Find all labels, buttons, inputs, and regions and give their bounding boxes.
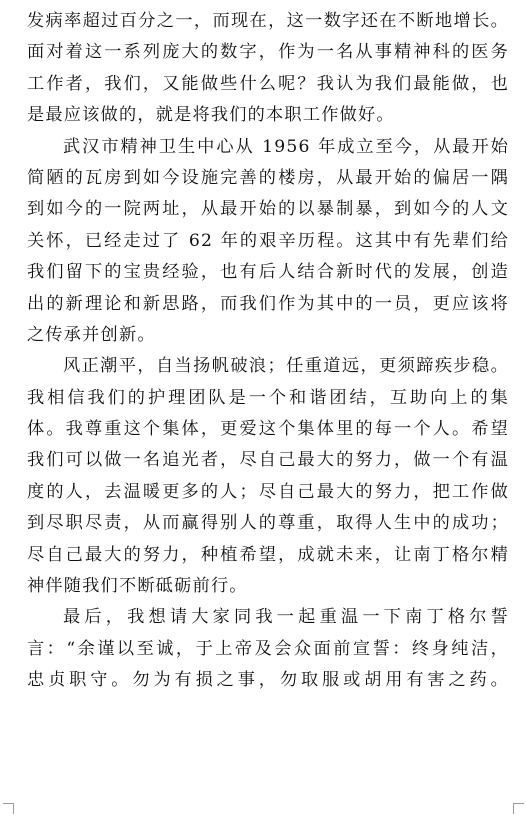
paragraph-2-line-2: 简陋的瓦房到如今设施完善的楼房，从最开始的偏居一隅 (27, 167, 509, 188)
paragraph-1-line-2: 面对着这一系列庞大的数字，作为一名从事精神科的医务 (27, 42, 509, 63)
paragraph-4-line-3: 忠贞职守。勿为有损之事，勿取服或胡用有害之药。 (27, 670, 509, 691)
paragraph-2-line-1: 武汉市精神卫生中心从 1956 年成立至今，从最开始 (63, 136, 509, 157)
paragraph-4-line-2: 言：“余谨以至诚，于上帝及会众面前宣誓：终身纯洁， (27, 638, 509, 659)
paragraph-3-line-5: 度的人，去温暖更多的人；尽自己最大的努力，把工作做 (27, 481, 509, 502)
paragraph-2-line-6: 出的新理论和新思路，而我们作为其中的一员，更应该将 (27, 293, 509, 314)
paragraph-3-line-2: 我相信我们的护理团队是一个和谐团结，互助向上的集 (27, 387, 509, 408)
paragraph-1-line-1: 发病率超过百分之一，而现在，这一数字还在不断地增长。 (27, 11, 509, 31)
paragraph-2-line-5: 我们留下的宝贵经验，也有后人结合新时代的发展，创造 (27, 262, 509, 283)
page-corner-mark-bottom-left (3, 803, 14, 814)
paragraph-2-line-3: 到如今的一院两址，从最开始的以暴制暴，到如今的人文 (27, 199, 509, 220)
document-body (27, 6, 509, 697)
paragraph-3-line-1: 风正潮平，自当扬帆破浪；任重道远，更须蹄疾步稳。 (63, 356, 509, 377)
paragraph-1-line-3: 工作者，我们，又能做些什么呢？我认为我们最能做，也 (27, 73, 509, 94)
paragraph-3-line-4: 我们可以做一名追光者，尽自己最大的努力，做一个有温 (27, 450, 509, 471)
paragraph-4-line-1: 最后，我想请大家同我一起重温一下南丁格尔誓 (63, 607, 509, 628)
paragraph-3-line-3: 体。我尊重这个集体，更爱这个集体里的每一个人。希望 (27, 419, 509, 440)
paragraph-3-line-7: 尽自己最大的努力，种植希望，成就未来，让南丁格尔精 (27, 544, 509, 565)
paragraph-2-line-7: 之传承并创新。 (27, 324, 156, 345)
paragraph-3-line-6: 到尽职尽责，从而赢得别人的尊重，取得人生中的成功； (27, 513, 509, 534)
paragraph-3-line-8: 神伴随我们不断砥砺前行。 (27, 576, 248, 597)
paragraph-1-line-4: 是最应该做的，就是将我们的本职工作做好。 (27, 105, 395, 126)
paragraph-2-line-4: 关怀，已经走过了 62 年的艰辛历程。这其中有先辈们给 (27, 230, 509, 251)
page-corner-mark-bottom-right (513, 803, 524, 814)
